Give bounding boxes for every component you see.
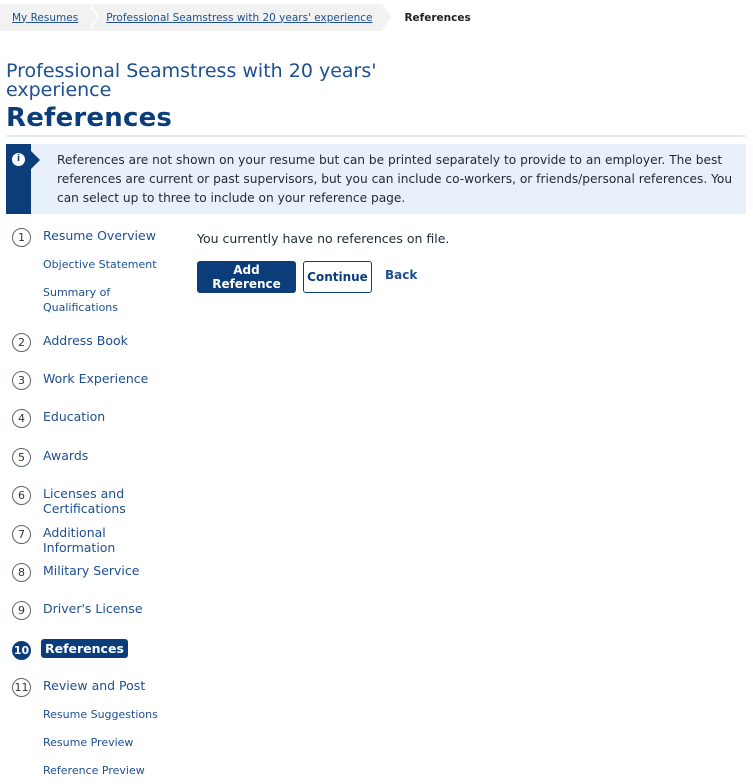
step-address-book[interactable] (12, 333, 163, 352)
step-licenses-and-certifications[interactable] (12, 486, 163, 516)
step-review-and-post[interactable] (12, 678, 163, 697)
step-label[interactable]: Additional Information (43, 525, 116, 555)
step-label[interactable]: Driver's License (43, 601, 143, 616)
step-number: 5 (12, 448, 31, 467)
substep-objective-statement[interactable]: Objective Statement (43, 258, 157, 271)
breadcrumb-item-resume[interactable] (88, 4, 382, 31)
step-number: 6 (12, 486, 31, 505)
step-label[interactable]: Work Experience (43, 371, 149, 386)
step-label[interactable]: Awards (43, 448, 89, 463)
step-label[interactable]: Review and Post (43, 678, 146, 693)
step-number: 11 (12, 678, 31, 697)
step-military-service[interactable] (12, 563, 163, 582)
step-number: 10 (12, 641, 31, 660)
step-label[interactable]: References (41, 639, 128, 658)
breadcrumb-link-resume[interactable]: Professional Seamstress with 20 years' experience (106, 11, 373, 24)
title-divider (6, 135, 746, 137)
breadcrumb (0, 4, 471, 31)
add-reference-button[interactable]: Add Reference (197, 261, 296, 293)
step-number: 2 (12, 333, 31, 352)
step-label[interactable]: Address Book (43, 333, 128, 348)
info-callout (6, 144, 746, 214)
step-references[interactable] (12, 641, 128, 660)
substep-reference-preview[interactable]: Reference Preview (43, 764, 145, 777)
step-number: 8 (12, 563, 31, 582)
resume-title: Professional Seamstress with 20 years' experience (6, 60, 377, 101)
back-link[interactable]: Back (385, 268, 418, 282)
step-label[interactable]: Education (43, 409, 106, 424)
step-resume-overview[interactable] (12, 228, 163, 247)
step-number: 7 (12, 525, 31, 544)
step-awards[interactable] (12, 448, 163, 467)
info-text: References are not shown on your resume but can be printed separately to provide to an employer. The best references are current or past supervisors, but you can include co-workers, or friends/personal references. You can select up to three to include on your reference page. (57, 153, 733, 205)
step-additional-information[interactable] (12, 525, 163, 555)
continue-button[interactable]: Continue (303, 261, 372, 293)
info-icon: i (12, 153, 25, 166)
breadcrumb-link-my-resumes[interactable]: My Resumes (12, 11, 79, 24)
no-references-message: You currently have no references on file. (197, 231, 450, 246)
step-drivers-license[interactable] (12, 601, 163, 620)
step-label[interactable]: Licenses and Certifications (43, 486, 126, 516)
step-number: 4 (12, 409, 31, 428)
substep-summary-of-qualifications[interactable]: Summary of Qualifications (43, 286, 119, 314)
step-work-experience[interactable] (12, 371, 163, 390)
breadcrumb-current: References (404, 11, 471, 24)
step-education[interactable] (12, 409, 163, 428)
page-title: References (6, 103, 173, 133)
info-flag (6, 144, 31, 214)
step-number: 3 (12, 371, 31, 390)
breadcrumb-item-my-resumes[interactable] (0, 4, 88, 31)
substep-resume-suggestions[interactable]: Resume Suggestions (43, 708, 158, 721)
step-label[interactable]: Military Service (43, 563, 140, 578)
step-number: 9 (12, 601, 31, 620)
step-number: 1 (12, 228, 31, 247)
step-label[interactable]: Resume Overview (43, 228, 156, 243)
substep-resume-preview[interactable]: Resume Preview (43, 736, 134, 749)
